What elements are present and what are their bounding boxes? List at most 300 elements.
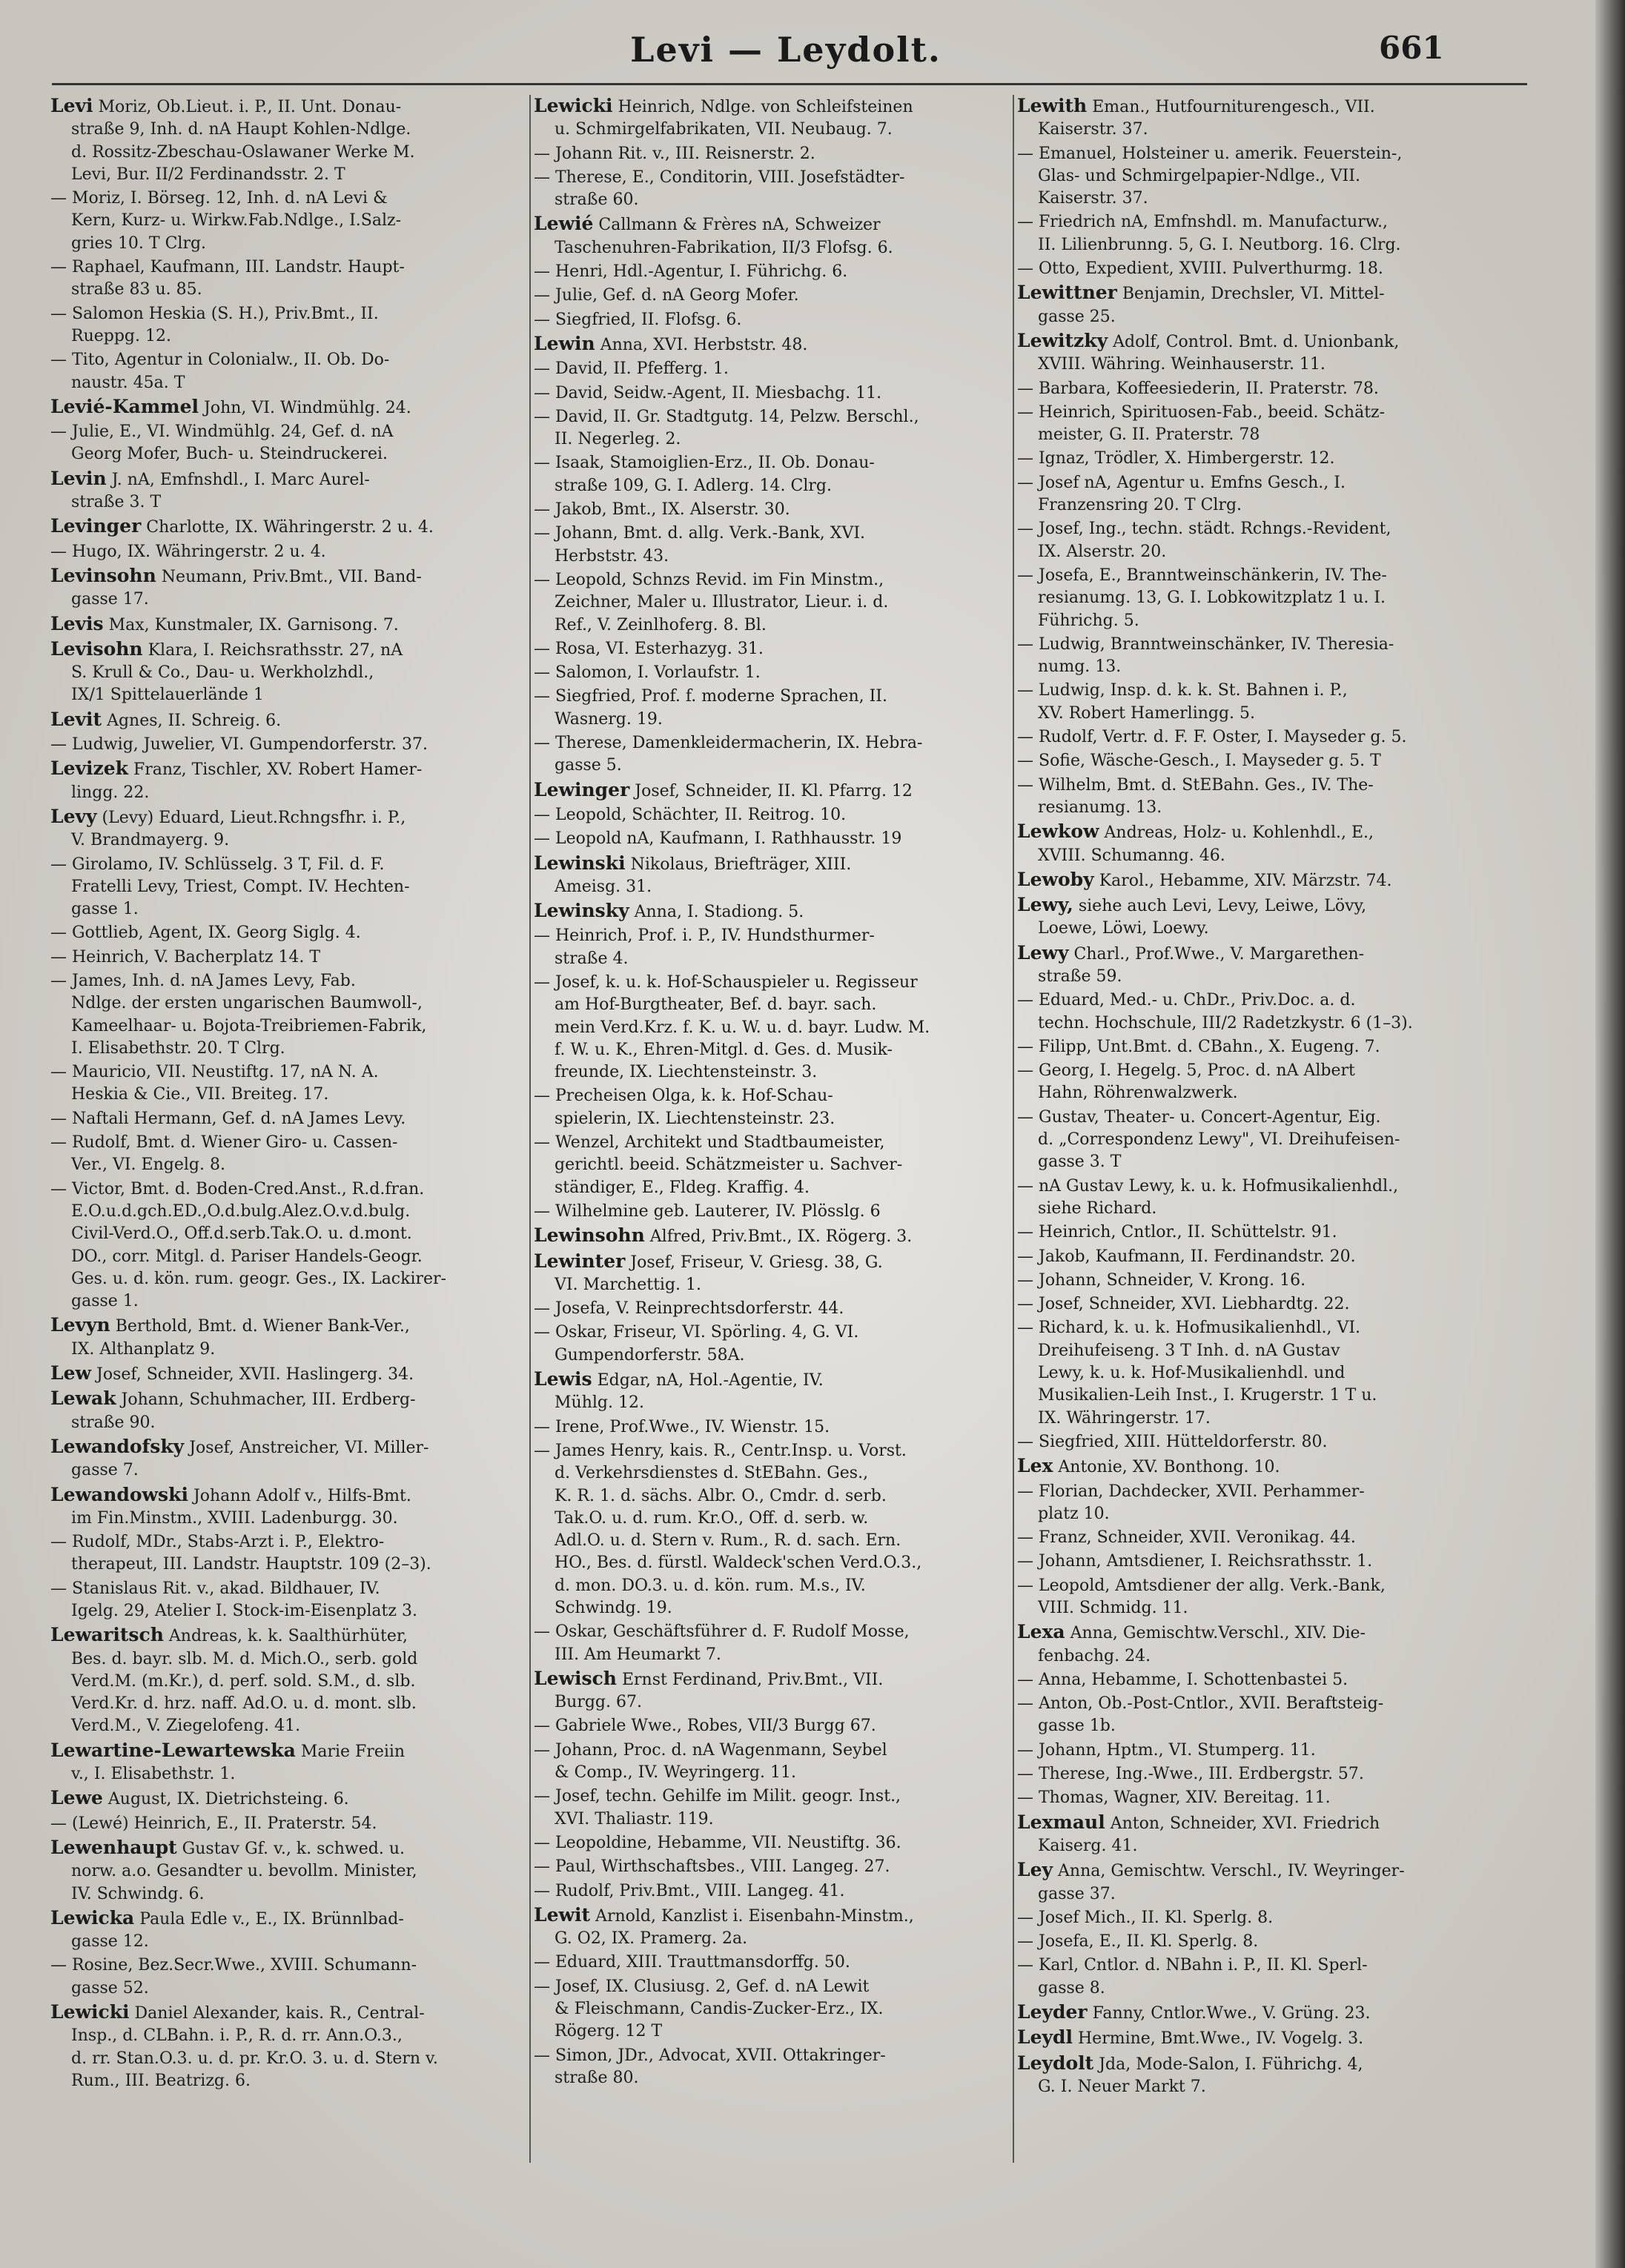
- entry-text: — Rosa, VI. Esterhazyg. 31.: [534, 639, 764, 658]
- entry-surname: Levié-Kammel: [50, 395, 199, 417]
- entry-line: [1017, 966, 1506, 988]
- entry-line: [50, 782, 540, 804]
- entry-text: — Henri, Hdl.-Agentur, I. Führichg. 6.: [534, 262, 848, 282]
- entry-line: [534, 119, 1023, 141]
- entry-text: straße 59.: [1038, 966, 1122, 986]
- entry-text: IX. Althanplatz 9.: [71, 1339, 216, 1359]
- entry-lines: [1017, 143, 1506, 210]
- entry-line: [534, 189, 1023, 211]
- entry-line: [1017, 1907, 1506, 1929]
- entry-line: [534, 1928, 1023, 1950]
- entry-line: [1017, 2026, 1506, 2050]
- entry-lines: [534, 1322, 1023, 1367]
- entry-line: [50, 325, 540, 348]
- entry-line: [50, 164, 540, 186]
- directory-entry: [50, 854, 540, 921]
- directory-entry: [1017, 894, 1506, 941]
- directory-entry: [1017, 869, 1506, 892]
- entry-line: [534, 285, 1023, 307]
- entry-surname: Levy: [50, 805, 97, 827]
- entry-text: — Josefa, E., Branntweinschänkerin, IV. The-: [1017, 566, 1387, 585]
- entry-line: [1017, 1407, 1506, 1430]
- entry-line: [50, 1715, 540, 1737]
- entry-text: straße 109, G. I. Adlerg. 14. Clrg.: [555, 476, 832, 495]
- entry-text: Moriz, Ob.Lieut. i. P., II. Unt. Donau-: [98, 98, 402, 116]
- entry-lines: [1017, 1107, 1506, 1174]
- entry-text: Igelg. 29, Atelier I. Stock-im-Eisenplatz 3.: [71, 1602, 417, 1620]
- entry-line: [50, 1883, 540, 1906]
- entry-lines: [50, 468, 540, 514]
- directory-entry: [1017, 565, 1506, 632]
- entry-line: [1017, 656, 1506, 678]
- entry-lines: [534, 213, 1023, 259]
- directory-entry: [534, 1132, 1023, 1199]
- entry-lines: [1017, 1859, 1506, 1906]
- entry-lines: [534, 261, 1023, 283]
- entry-line: [50, 421, 540, 443]
- entry-text: — Karl, Cntlor. d. NBahn i. P., II. Kl. Sperl-: [1017, 1956, 1368, 1975]
- entry-line: [50, 1907, 540, 1931]
- entry-lines: [1017, 1060, 1506, 1105]
- entry-text: II. Negerleg. 2.: [555, 430, 681, 449]
- entry-line: [534, 1597, 1023, 1619]
- entry-line: [1017, 1811, 1506, 1835]
- entry-lines: [534, 1298, 1023, 1320]
- entry-text: Johann Adolf v., Hilfs-Bmt.: [193, 1486, 411, 1505]
- entry-line: [50, 1459, 540, 1482]
- entry-text: Nikolaus, Briefträger, XIII.: [630, 855, 852, 874]
- entry-surname: Lewin: [534, 332, 595, 354]
- entry-lines: [50, 188, 540, 255]
- entry-text: — Girolamo, IV. Schlüsselg. 3 T, Fil. d. F.: [50, 855, 385, 874]
- directory-entry: [534, 1201, 1023, 1223]
- entry-line: [534, 2045, 1023, 2067]
- directory-entry: [534, 1952, 1023, 1974]
- entry-text: — Salomon Heskia (S. H.), Priv.Bmt., II.: [50, 304, 379, 323]
- entry-text: — Josef nA, Agentur u. Emfns Gesch., I.: [1017, 473, 1346, 492]
- entry-text: — Leopold, Schächter, II. Reitrog. 10.: [534, 805, 847, 824]
- entry-line: [1017, 1060, 1506, 1082]
- entry-text: Josef, Anstreicher, VI. Miller-: [189, 1438, 429, 1457]
- directory-entry: [534, 1856, 1023, 1878]
- entry-line: [50, 233, 540, 255]
- entry-lines: [50, 922, 540, 944]
- entry-line: [534, 900, 1023, 924]
- directory-entry: [1017, 143, 1506, 210]
- entry-lines: [50, 1531, 540, 1576]
- directory-entry: [1017, 2026, 1506, 2050]
- entry-text: straße 60.: [555, 190, 639, 210]
- directory-entry: [1017, 1954, 1506, 2000]
- entry-text: — Jakob, Bmt., IX. Alserstr. 30.: [534, 500, 790, 520]
- entry-lines: [534, 1976, 1023, 2043]
- entry-lines: [534, 1715, 1023, 1737]
- entry-line: [534, 1998, 1023, 2020]
- entry-text: — Isaak, Stamoiglien-Erz., II. Ob. Donau-: [534, 454, 875, 473]
- entry-text: straße 9, Inh. d. nA Haupt Kohlen-Ndlge.: [71, 120, 411, 139]
- entry-text: — Stanislaus Rit. v., akad. Bildhauer, IV.: [50, 1579, 380, 1598]
- entry-text: — Georg, I. Hegelg. 5, Proc. d. nA Albert: [1017, 1061, 1355, 1081]
- entry-line: [1017, 1835, 1506, 1857]
- entry-text: HO., Bes. d. fürstl. Waldeck'schen Verd.O.3.,: [555, 1554, 922, 1573]
- directory-entry: [534, 1785, 1023, 1831]
- entry-text: E.O.u.d.gch.ED.,O.d.bulg.Alez.O.v.d.bulg.: [71, 1201, 411, 1221]
- entry-text: Civil-Verd.O., Off.d.serb.Tak.O. u. d.mont.: [71, 1224, 412, 1244]
- entry-text: — Siegfried, Prof. f. moderne Sprachen, II.: [534, 687, 887, 706]
- directory-entry: [534, 1976, 1023, 2043]
- entry-lines: [534, 452, 1023, 497]
- entry-text: Marie Freiin: [300, 1742, 406, 1761]
- entry-lines: [1017, 1669, 1506, 1691]
- entry-lines: [534, 804, 1023, 826]
- entry-text: numg. 13.: [1038, 657, 1122, 677]
- directory-entry: [1017, 1455, 1506, 1479]
- entry-text: G. O2, IX. Pramerg. 2a.: [555, 1929, 748, 1949]
- entry-text: IX. Alserstr. 20.: [1038, 542, 1167, 561]
- column-middle: [534, 95, 1023, 2244]
- directory-entry: [534, 852, 1023, 899]
- entry-text: Tak.O. u. d. rum. Kr.O., Off. d. serb. w.: [555, 1508, 869, 1528]
- directory-entry: [1017, 634, 1506, 679]
- entry-line: [534, 948, 1023, 970]
- entry-line: [534, 1462, 1023, 1485]
- entry-text: — Julie, Gef. d. nA Georg Mofer.: [534, 286, 799, 305]
- entry-line: [534, 1904, 1023, 1928]
- entry-lines: [1017, 634, 1506, 679]
- entry-text: VI. Marchettig. 1.: [555, 1275, 702, 1294]
- entry-surname: Lewak: [50, 1387, 116, 1410]
- entry-surname: Levit: [50, 708, 102, 730]
- entry-text: I. Elisabethstr. 20. T Clrg.: [71, 1038, 285, 1058]
- entry-text: lingg. 22.: [71, 783, 150, 802]
- entry-text: — Josef, k. u. k. Hof-Schauspieler u. Regisseur: [534, 972, 918, 992]
- directory-entry: [534, 523, 1023, 568]
- entry-text: — Johann Rit. v., III. Reisnerstr. 2.: [534, 144, 815, 163]
- entry-text: Franz, Tischler, XV. Robert Hamer-: [133, 760, 423, 780]
- entry-line: [1017, 2076, 1506, 2098]
- entry-text: Charl., Prof.Wwe., V. Margarethen-: [1073, 944, 1365, 964]
- directory-entry: [50, 1362, 540, 1386]
- entry-lines: [534, 95, 1023, 142]
- entry-lines: [1017, 894, 1506, 941]
- entry-lines: [1017, 1176, 1506, 1221]
- entry-surname: Ley: [1017, 1859, 1053, 1881]
- entry-text: Ameisg. 31.: [555, 877, 652, 896]
- entry-text: Bes. d. bayr. slb. M. d. Mich.O., serb. gold: [71, 1649, 418, 1668]
- directory-entry: [50, 709, 540, 732]
- entry-line: [534, 2020, 1023, 2043]
- directory-entry: [534, 382, 1023, 405]
- entry-text: norw. a.o. Gesandter u. bevollm. Minister,: [71, 1862, 417, 1881]
- entry-surname: Lewaritsch: [50, 1624, 164, 1646]
- entry-line: [1017, 1740, 1506, 1762]
- directory-entry: [50, 515, 540, 539]
- entry-text: — Otto, Expedient, XVIII. Pulverthurmg. 18.: [1017, 259, 1383, 279]
- entry-line: [50, 396, 540, 420]
- entry-line: [50, 515, 540, 539]
- entry-line: [1017, 211, 1506, 233]
- entry-surname: Lewit: [534, 1903, 591, 1926]
- directory-entry: [1017, 282, 1506, 328]
- entry-text: — Wilhelm, Bmt. d. StEBahn. Ges., IV. The-: [1017, 775, 1374, 795]
- entry-text: gasse 8.: [1038, 1978, 1105, 1997]
- entry-lines: [534, 1904, 1023, 1951]
- entry-surname: Levis: [50, 612, 104, 634]
- entry-text: — Moriz, I. Börseg. 12, Inh. d. nA Levi &: [50, 189, 388, 208]
- entry-lines: [534, 523, 1023, 568]
- entry-lines: [534, 1832, 1023, 1854]
- entry-line: [50, 256, 540, 279]
- entry-text: Führichg. 5.: [1038, 611, 1139, 630]
- directory-entry: [50, 303, 540, 348]
- entry-text: Franzensring 20. T Clrg.: [1038, 496, 1242, 515]
- entry-lines: [1017, 750, 1506, 772]
- entry-text: (Levy) Eduard, Lieut.Rchngsfhr. i. P.,: [102, 808, 406, 827]
- entry-text: gerichtl. beeid. Schätzmeister u. Sachver-: [555, 1155, 903, 1175]
- directory-entry: [1017, 1763, 1506, 1785]
- entry-line: [534, 732, 1023, 755]
- entry-line: [50, 1314, 540, 1338]
- directory-entry: [1017, 211, 1506, 256]
- directory-entry: [534, 900, 1023, 924]
- entry-line: [534, 852, 1023, 876]
- entry-line: [534, 1344, 1023, 1367]
- entry-line: [50, 1484, 540, 1508]
- entry-surname: Lewinsky: [534, 900, 629, 922]
- entry-lines: [534, 900, 1023, 924]
- entry-line: [1017, 1954, 1506, 1977]
- directory-entry: [1017, 1669, 1506, 1691]
- entry-line: [50, 854, 540, 876]
- directory-entry: [50, 1907, 540, 1954]
- entry-surname: Lewoby: [1017, 868, 1094, 890]
- entry-lines: [534, 406, 1023, 451]
- entry-lines: [50, 970, 540, 1060]
- entry-surname: Leydl: [1017, 2026, 1073, 2049]
- entry-lines: [50, 1132, 540, 1177]
- directory-entry: [50, 734, 540, 756]
- directory-entry: [1017, 1317, 1506, 1429]
- entry-lines: [534, 285, 1023, 307]
- entry-lines: [534, 1440, 1023, 1619]
- entry-text: — Josef, Schneider, XVI. Liebhardtg. 22.: [1017, 1295, 1350, 1314]
- entry-text: — Ludwig, Juwelier, VI. Gumpendorferstr. 37.: [50, 735, 428, 755]
- entry-line: [1017, 1669, 1506, 1691]
- entry-line: [50, 491, 540, 514]
- entry-line: [534, 1740, 1023, 1762]
- entry-surname: Lewicka: [50, 1906, 135, 1929]
- entry-lines: [50, 2001, 540, 2092]
- entry-line: [1017, 894, 1506, 918]
- entry-line: [534, 1039, 1023, 1061]
- entry-line: [534, 1856, 1023, 1878]
- entry-text: — Gottlieb, Agent, IX. Georg Siglg. 4.: [50, 924, 361, 943]
- entry-text: Fanny, Cntlor.Wwe., V. Grüng. 23.: [1092, 2004, 1371, 2023]
- directory-entry: [534, 1416, 1023, 1439]
- entry-line: [1017, 1293, 1506, 1316]
- entry-text: J. nA, Emfnshdl., I. Marc Aurel-: [111, 470, 370, 489]
- entry-line: [534, 1322, 1023, 1344]
- entry-text: straße 80.: [555, 2068, 639, 2087]
- entry-lines: [50, 1907, 540, 1954]
- entry-lines: [1017, 1431, 1506, 1453]
- directory-entry: [534, 1298, 1023, 1320]
- entry-line: [534, 1715, 1023, 1737]
- entry-line: [50, 1223, 540, 1245]
- entry-lines: [534, 1785, 1023, 1831]
- directory-entry: [534, 1880, 1023, 1903]
- entry-line: [1017, 918, 1506, 940]
- entry-line: [50, 210, 540, 232]
- entry-line: [534, 1368, 1023, 1392]
- entry-text: Zeichner, Maler u. Illustrator, Lieur. i. d.: [555, 593, 889, 612]
- entry-surname: Lewinter: [534, 1250, 626, 1272]
- entry-surname: Lewisch: [534, 1667, 617, 1689]
- directory-entry: [50, 188, 540, 255]
- entry-line: [1017, 1931, 1506, 1953]
- entry-line: [534, 1440, 1023, 1462]
- entry-line: [50, 1436, 540, 1459]
- entry-text: Karol., Hebamme, XIV. Märzstr. 74.: [1099, 871, 1392, 890]
- entry-text: — Ludwig, Insp. d. k. k. St. Bahnen i. P.,: [1017, 681, 1348, 700]
- directory-entry: [1017, 1221, 1506, 1244]
- entry-text: gasse 17.: [71, 590, 149, 609]
- directory-entry: [50, 1624, 540, 1737]
- entry-text: XVIII. Schumanng. 46.: [1038, 846, 1225, 865]
- running-head: [0, 30, 1625, 82]
- entry-text: — Wilhelmine geb. Lauterer, IV. Plösslg. 6: [534, 1201, 881, 1221]
- entry-line: [1017, 989, 1506, 1012]
- directory-entry: [1017, 680, 1506, 725]
- entry-text: Kaiserstr. 37.: [1038, 120, 1148, 139]
- entry-text: — Oskar, Friseur, VI. Spörling. 4, G. VI.: [534, 1323, 859, 1342]
- entry-line: [1017, 1431, 1506, 1453]
- entry-line: [1017, 1362, 1506, 1385]
- entry-text: — nA Gustav Lewy, k. u. k. Hofmusikalienhdl.,: [1017, 1176, 1399, 1196]
- entry-line: [50, 1578, 540, 1600]
- entry-text: techn. Hochschule, III/2 Radetzkystr. 6 (1–3).: [1038, 1013, 1413, 1032]
- entry-line: [1017, 119, 1506, 141]
- entry-line: [50, 1154, 540, 1176]
- column-left: [50, 95, 540, 2244]
- directory-entry: [1017, 402, 1506, 447]
- entry-line: [1017, 1715, 1506, 1737]
- directory-entry: [1017, 378, 1506, 400]
- entry-line: [1017, 587, 1506, 609]
- entry-lines: [1017, 1763, 1506, 1785]
- entry-lines: [1017, 258, 1506, 280]
- directory-entry: [1017, 1931, 1506, 1953]
- entry-lines: [50, 1484, 540, 1531]
- entry-text: III. Am Heumarkt 7.: [555, 1645, 721, 1664]
- directory-entry: [1017, 258, 1506, 280]
- entry-line: [1017, 726, 1506, 749]
- directory-entry: [1017, 1431, 1506, 1453]
- directory-entry: [1017, 95, 1506, 142]
- entry-line: [50, 1954, 540, 1977]
- entry-line: [1017, 1763, 1506, 1785]
- entry-line: [1017, 1221, 1506, 1244]
- entry-text: Alfred, Priv.Bmt., IX. Rögerg. 3.: [649, 1227, 913, 1247]
- entry-line: [534, 1298, 1023, 1320]
- entry-text: Agnes, II. Schreig. 6.: [107, 711, 282, 730]
- entry-line: [50, 2001, 540, 2025]
- entry-lines: [1017, 565, 1506, 632]
- entry-text: — Friedrich nA, Emfnshdl. m. Manufacturw.,: [1017, 213, 1388, 232]
- entry-line: [534, 237, 1023, 259]
- entry-line: [50, 829, 540, 852]
- entry-text: Verd.M. (m.Kr.), d. perf. sold. S.M., d. slb.: [71, 1671, 416, 1691]
- entry-lines: [1017, 820, 1506, 867]
- entry-text: Heinrich, Ndlge. von Schleifsteinen: [618, 98, 913, 116]
- entry-line: [1017, 565, 1506, 587]
- directory-entry: [50, 396, 540, 420]
- entry-text: Verd.Kr. d. hrz. naff. Ad.O. u. d. mont. slb.: [71, 1694, 417, 1714]
- entry-line: [534, 591, 1023, 614]
- entry-lines: [1017, 282, 1506, 328]
- directory-entry: [1017, 1036, 1506, 1058]
- entry-lines: [50, 1954, 540, 2000]
- entry-text: Heskia & Cie., VII. Breiteg. 17.: [71, 1085, 329, 1104]
- entry-line: [534, 406, 1023, 428]
- entry-text: v., I. Elisabethstr. 1.: [71, 1765, 236, 1784]
- entry-text: — Johann, Hptm., VI. Stumperg. 11.: [1017, 1740, 1316, 1760]
- directory-entry: [1017, 330, 1506, 377]
- entry-lines: [534, 1740, 1023, 1785]
- entry-text: Dreihufeiseng. 3 T Inh. d. nA Gustav: [1038, 1341, 1340, 1360]
- entry-text: Kameelhaar- u. Bojota-Treibriemen-Fabrik,: [71, 1016, 427, 1035]
- directory-entry: [534, 732, 1023, 777]
- entry-line: [1017, 1129, 1506, 1151]
- entry-line: [1017, 1645, 1506, 1668]
- entry-line: [1017, 282, 1506, 305]
- directory-entry: [534, 1740, 1023, 1785]
- entry-lines: [1017, 1931, 1506, 1953]
- entry-text: — James, Inh. d. nA James Levy, Fab.: [50, 971, 356, 990]
- entry-text: — Johann, Proc. d. nA Wagenmann, Seybel: [534, 1740, 887, 1760]
- entry-lines: [1017, 211, 1506, 256]
- entry-line: [50, 1693, 540, 1715]
- entry-lines: [1017, 2026, 1506, 2050]
- entry-surname: Levizek: [50, 757, 128, 780]
- entry-line: [50, 1740, 540, 1763]
- entry-line: [534, 662, 1023, 684]
- entry-line: [1017, 2001, 1506, 2025]
- directory-entry: [50, 1484, 540, 1531]
- entry-text: gasse 12.: [71, 1932, 149, 1952]
- entry-line: [1017, 1859, 1506, 1883]
- entry-line: [534, 1085, 1023, 1107]
- entry-line: [1017, 165, 1506, 188]
- entry-lines: [534, 1368, 1023, 1415]
- entry-text: Andreas, Holz- u. Kohlenhdl., E.,: [1104, 823, 1374, 843]
- page-number: 661: [1379, 30, 1444, 66]
- entry-line: [50, 349, 540, 371]
- directory-entry: [534, 1832, 1023, 1854]
- entry-lines: [534, 638, 1023, 660]
- entry-line: [50, 1132, 540, 1154]
- entry-lines: [1017, 1246, 1506, 1268]
- entry-text: gasse 25.: [1038, 307, 1116, 326]
- entry-line: [50, 662, 540, 684]
- entry-text: — Anton, Ob.-Post-Cntlor., XVII. Beraftsteig-: [1017, 1694, 1384, 1714]
- directory-entry: [1017, 1481, 1506, 1526]
- entry-text: Burgg. 67.: [555, 1693, 642, 1712]
- entry-line: [50, 970, 540, 992]
- entry-text: XVIII. Währing. Weinhauserstr. 11.: [1038, 355, 1326, 374]
- directory-entry: [534, 779, 1023, 803]
- entry-text: S. Krull & Co., Dau- u. Werkholzhdl.,: [71, 663, 374, 683]
